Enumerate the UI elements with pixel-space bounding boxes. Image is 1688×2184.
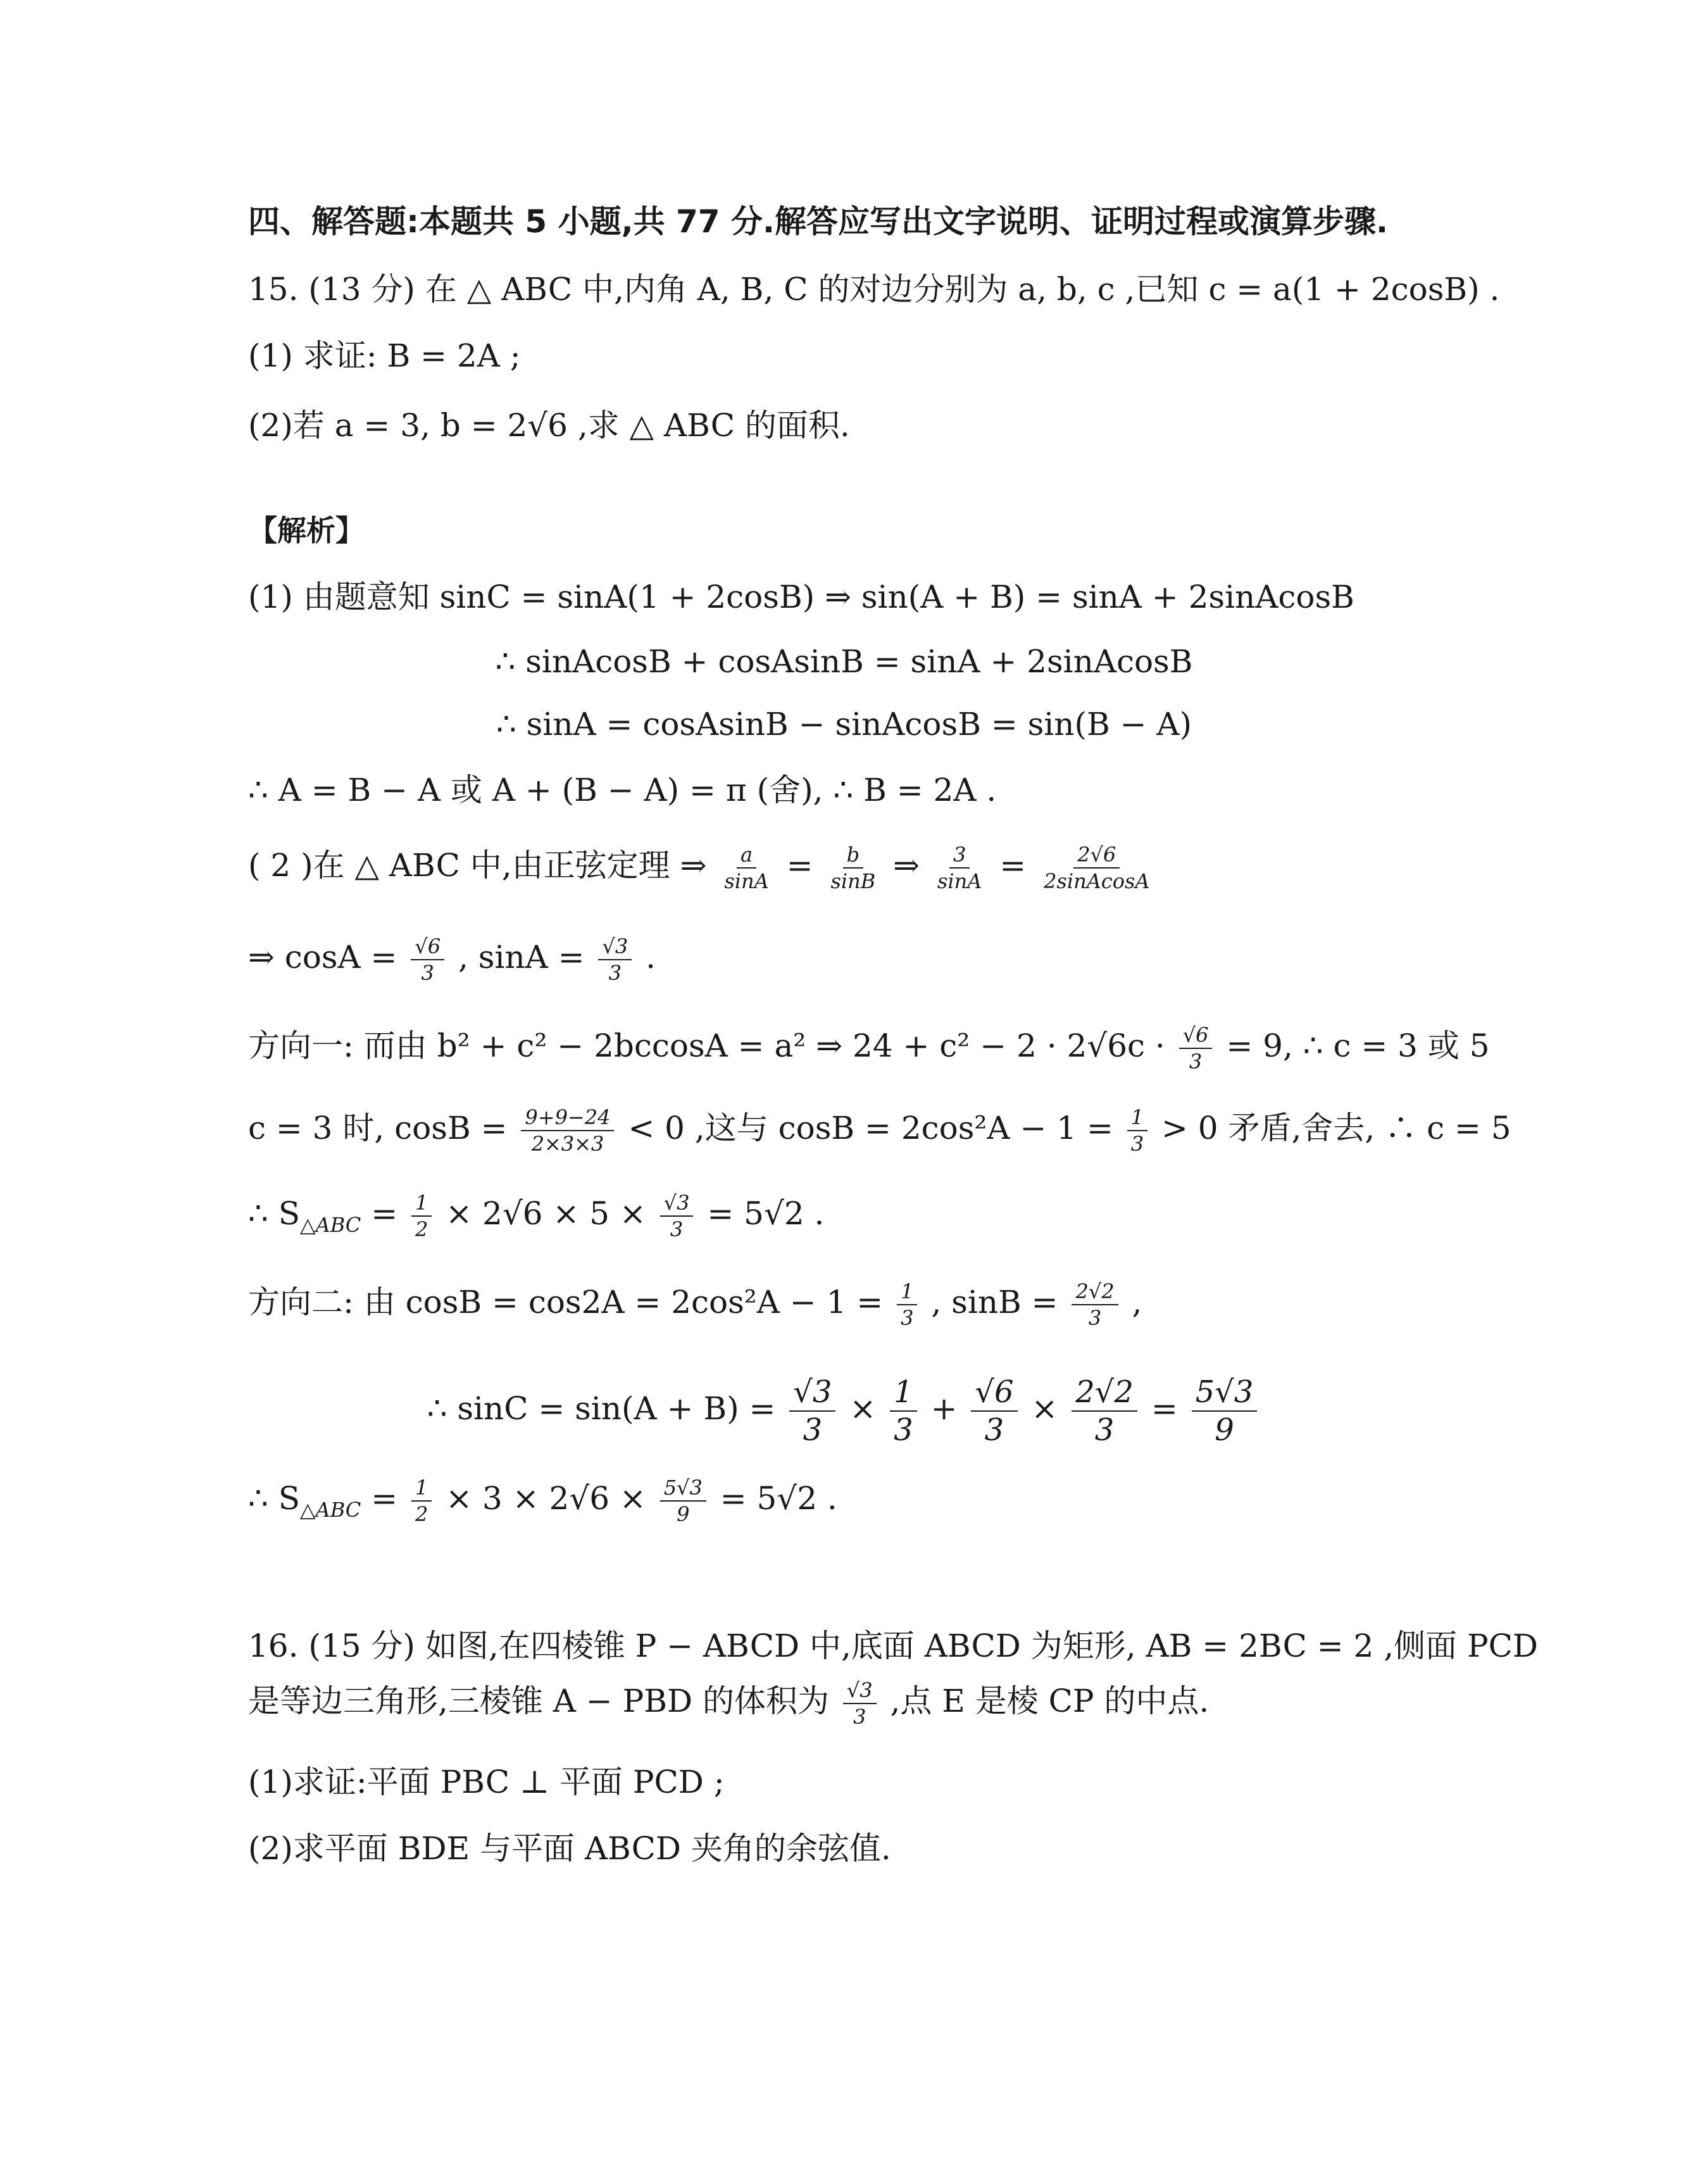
solution-heading: 【解析】 bbox=[248, 513, 365, 548]
equals-sign: = bbox=[1151, 1390, 1178, 1427]
l12-post: = 5√2 . bbox=[720, 1480, 837, 1517]
q15-stem: 15. (13 分) 在 △ ABC 中,内角 A, B, C 的对边分别为 a, b, c ,已知 c = a(1 + 2cosB) . bbox=[248, 271, 1500, 308]
solution-line-10 bbox=[248, 1279, 1142, 1331]
fraction-2root2-over-3: $\frac{2√2}{3}$ bbox=[1072, 1279, 1118, 1331]
plus-sign: + bbox=[930, 1390, 958, 1427]
l8-mid: < 0 ,这与 cosB = 2cos²A − 1 = bbox=[628, 1110, 1113, 1146]
implies-arrow: ⇒ bbox=[893, 847, 920, 884]
times-sign: × bbox=[849, 1390, 877, 1427]
q16-stem2-post: ,点 E 是棱 CP 的中点. bbox=[890, 1683, 1210, 1719]
solution-line-8 bbox=[248, 1105, 1511, 1157]
fraction-root3-over-3: $\frac{√3}{3}$ bbox=[843, 1678, 877, 1729]
equals-sign: = bbox=[999, 847, 1027, 884]
solution-line-9 bbox=[248, 1190, 824, 1247]
fraction-5root3-over-9: $\frac{5√3}{9}$ bbox=[660, 1475, 706, 1527]
fraction-2root6-over-2sinAcosA: $\frac{2√6}{\text{2sinAcosA}}$ bbox=[1044, 843, 1150, 893]
fraction-1-over-2: $\frac{1}{2}$ bbox=[411, 1475, 432, 1527]
solution-line-7 bbox=[248, 1022, 1490, 1074]
l5-text: ( 2 )在 △ ABC 中,由正弦定理 ⇒ bbox=[248, 847, 707, 884]
l6-text: ⇒ cosA = bbox=[248, 939, 397, 976]
equals-sign: = bbox=[786, 847, 813, 884]
l11-text: ∴ sinC = sin(A + B) = bbox=[427, 1390, 776, 1427]
area-symbol: ∴ S bbox=[248, 1480, 300, 1517]
q16-stem-line-1: 16. (15 分) 如图,在四棱锥 P − ABCD 中,底面 ABCD 为矩形, AB = 2BC = 2 ,侧面 PCD bbox=[248, 1628, 1538, 1664]
q16-stem-line-2 bbox=[248, 1678, 1209, 1729]
fraction-1-over-3: $\frac{1}{3}$ bbox=[1127, 1105, 1147, 1157]
fraction-root3-over-3: $\frac{√3}{3}$ bbox=[598, 934, 632, 986]
solution-line-11 bbox=[0, 1374, 1688, 1448]
fraction-root3-over-3: $\frac{√3}{3}$ bbox=[789, 1374, 835, 1448]
l6-post: . bbox=[646, 939, 656, 976]
l7-post: = 9, ∴ c = 3 或 5 bbox=[1226, 1027, 1490, 1064]
fraction-5root3-over-9: $\frac{5√3}{9}$ bbox=[1192, 1374, 1258, 1448]
l7-text: 方向一: 而由 b² + c² − 2bccosA = a² ⇒ 24 + c² − 2 · 2√6c · bbox=[248, 1027, 1165, 1064]
l6-mid: , sinA = bbox=[458, 939, 585, 976]
section-title: 四、解答题:本题共 5 小题,共 77 分.解答应写出文字说明、证明过程或演算步骤. bbox=[248, 203, 1388, 240]
fraction-a-over-sinA: $\frac{a}{\sin A}$ bbox=[724, 843, 769, 893]
q15-part2: (2)若 a = 3, b = 2√6 ,求 △ ABC 的面积. bbox=[248, 407, 850, 444]
fraction-1-over-3: $\frac{1}{3}$ bbox=[890, 1374, 917, 1448]
l9-post: = 5√2 . bbox=[707, 1195, 825, 1232]
l12-mid: × 3 × 2√6 × bbox=[446, 1480, 646, 1517]
times-sign: × bbox=[1031, 1390, 1058, 1427]
fraction-root6-over-3: $\frac{√6}{3}$ bbox=[411, 934, 444, 986]
l10-text: 方向二: 由 cosB = cos2A = 2cos²A − 1 = bbox=[248, 1284, 884, 1321]
q16-part1: (1)求证:平面 PBC ⊥ 平面 PCD ; bbox=[248, 1764, 725, 1800]
equals-sign: = bbox=[371, 1480, 398, 1517]
solution-line-2: ∴ sinAcosB + cosAsinB = sinA + 2sinAcosB bbox=[495, 643, 1193, 680]
solution-line-3: ∴ sinA = cosAsinB − sinAcosB = sin(B − A) bbox=[496, 706, 1192, 743]
fraction-b-over-sinB: $\frac{b}{\sin B}$ bbox=[830, 843, 876, 893]
l8-text: c = 3 时, cosB = bbox=[248, 1110, 508, 1146]
q16-part2: (2)求平面 BDE 与平面 ABCD 夹角的余弦值. bbox=[248, 1830, 891, 1867]
l9-mid: × 2√6 × 5 × bbox=[446, 1195, 646, 1232]
fraction-root6-over-3: $\frac{√6}{3}$ bbox=[971, 1374, 1017, 1448]
q16-stem2-text: 是等边三角形,三棱锥 A − PBD 的体积为 bbox=[248, 1683, 829, 1719]
fraction-cosB-value: $\frac{9+9-24}{2\times 3\times 3}$ bbox=[521, 1105, 614, 1157]
fraction-root6-over-3: $\frac{√6}{3}$ bbox=[1179, 1022, 1213, 1074]
solution-line-5 bbox=[248, 842, 1158, 894]
solution-line-1: (1) 由题意知 sinC = sinA(1 + 2cosB) ⇒ sin(A + B) = sinA + 2sinAcosB bbox=[248, 579, 1354, 615]
fraction-2root2-over-3: $\frac{2√2}{3}$ bbox=[1072, 1374, 1137, 1448]
equals-sign: = bbox=[371, 1195, 398, 1232]
q15-part1: (1) 求证: B = 2A ; bbox=[248, 337, 521, 374]
solution-line-4: ∴ A = B − A 或 A + (B − A) = π (舍), ∴ B = 2A . bbox=[248, 772, 997, 808]
fraction-1-over-3: $\frac{1}{3}$ bbox=[897, 1279, 917, 1331]
area-subscript: △ABC bbox=[299, 1213, 361, 1237]
fraction-1-over-2: $\frac{1}{2}$ bbox=[411, 1190, 432, 1242]
solution-line-12 bbox=[248, 1475, 837, 1532]
solution-line-6 bbox=[248, 934, 656, 986]
area-symbol: ∴ S bbox=[248, 1195, 300, 1232]
area-subscript: △ABC bbox=[299, 1498, 361, 1522]
fraction-root3-over-3: $\frac{√3}{3}$ bbox=[660, 1190, 694, 1242]
fraction-3-over-sinA: $\frac{3}{\sin A}$ bbox=[937, 843, 982, 893]
l10-mid: , sinB = bbox=[931, 1284, 1058, 1321]
l8-post: > 0 矛盾,舍去, ∴ c = 5 bbox=[1161, 1110, 1511, 1146]
l10-post: , bbox=[1132, 1284, 1142, 1321]
